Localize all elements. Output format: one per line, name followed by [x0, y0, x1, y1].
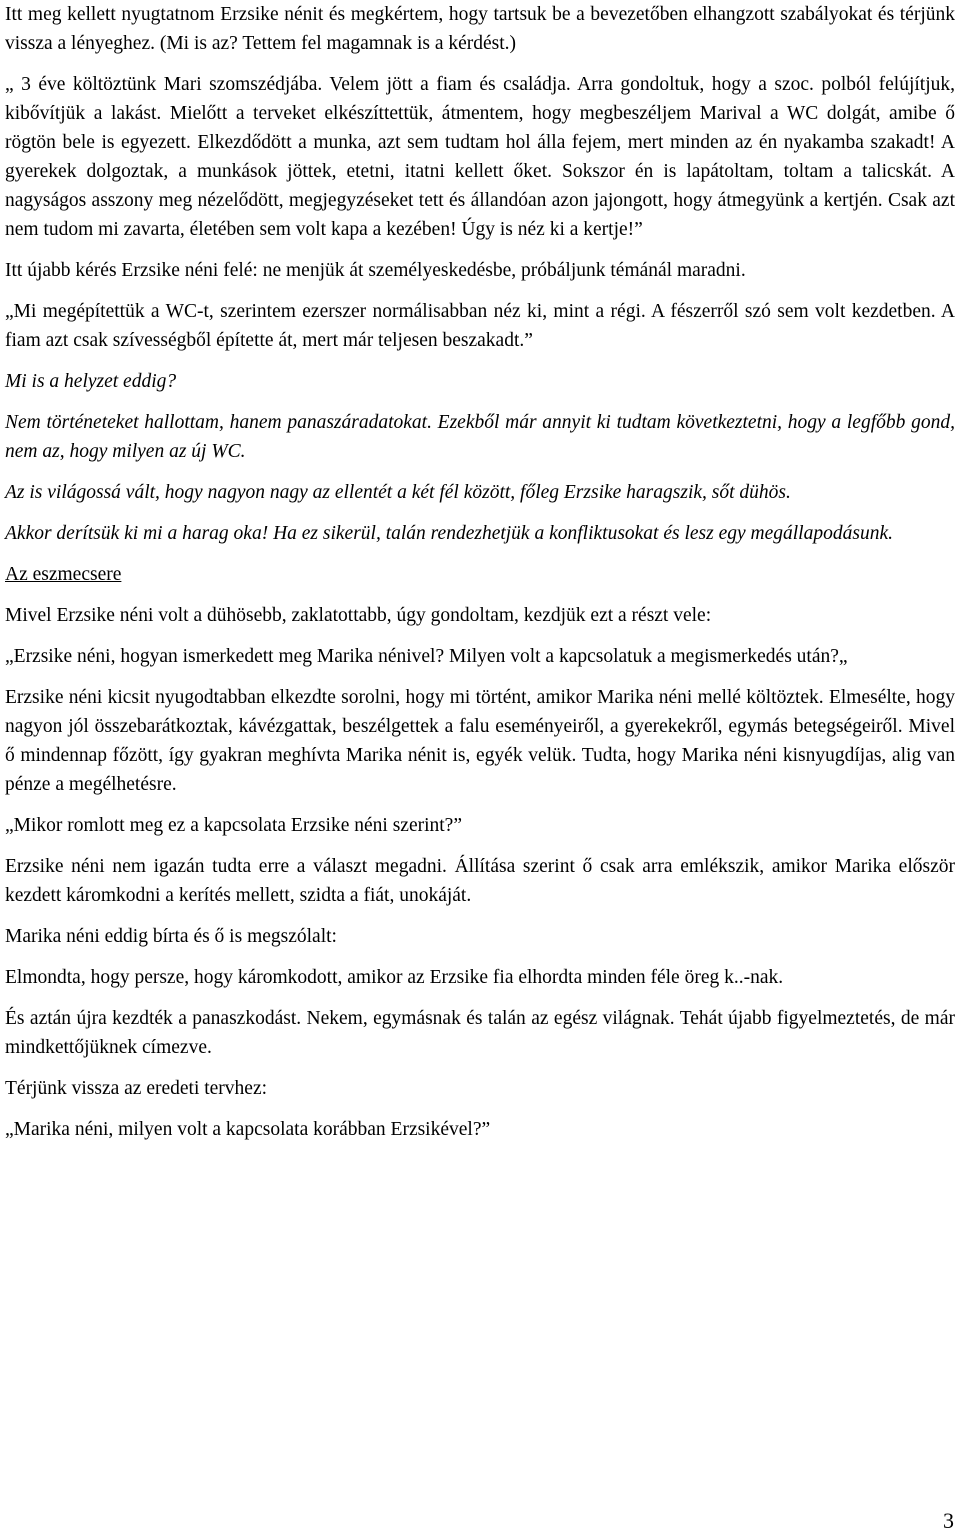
paragraph: „Mi megépítettük a WC-t, szerintem ezerszer normálisabban néz ki, mint a régi. A fészerről szó sem volt kezdetben. A fiam azt csak szívességből építette át, mert már teljesen beszakadt.” [5, 301, 955, 351]
page-number: 3 [943, 1508, 954, 1533]
paragraph-italic: Az is világossá vált, hogy nagyon nagy az ellentét a két fél között, főleg Erzsike haragszik, sőt dühös. [5, 482, 791, 503]
document-page [5, 0, 955, 1156]
paragraph: Mivel Erzsike néni volt a dühösebb, zaklatottabb, úgy gondoltam, kezdjük ezt a részt vele: [5, 605, 712, 626]
section-heading: Az eszmecsere [5, 564, 122, 585]
paragraph-italic: Akkor derítsük ki mi a harag oka! Ha ez sikerül, talán rendezhetjük a konfliktusokat és lesz egy megállapodásunk. [5, 523, 893, 544]
paragraph: „Marika néni, milyen volt a kapcsolata korábban Erzsikével?” [5, 1119, 491, 1140]
paragraph: Itt meg kellett nyugtatnom Erzsike nénit és megkértem, hogy tartsuk be a bevezetőben elhangzott szabályokat és térjünk vissza a lényeghez. (Mi is az? Tettem fel magamnak is a kérdést.) [5, 4, 955, 54]
paragraph: „ 3 éve költöztünk Mari szomszédjába. Velem jött a fiam és családja. Arra gondoltuk, hogy a szoc. polból felújítjuk, kibővítjük a lakást. Mielőtt a terveket elkészíttettük, átmentem, hogy megbeszéljem Marival a WC dolgát, amibe ő rögtön bele is egyezett. Elkezdődött a munka, azt sem tudtam hol álla fejem, mert minden az én nyakamba szakadt! A gyerekek dolgoztak, a munkások jöttek, etetni, itatni kellett őket. Sokszor én is lapátoltam, toltam a talicskát. A nagyságos asszony meg nézelődött, megjegyzéseket tett és állandóan azon jajongott, hogy átmegyünk a kertjén. Csak azt nem tudom mi zavarta, életében sem volt kapa a kezében! Úgy is néz ki a kertje!” [5, 74, 955, 240]
paragraph: És aztán újra kezdték a panaszkodást. Nekem, egymásnak és talán az egész világnak. Tehát újabb figyelmeztetés, de már mindkettőjüknek címezve. [5, 1008, 955, 1058]
paragraph: Itt újabb kérés Erzsike néni felé: ne menjük át személyeskedésbe, próbáljunk témánál maradni. [5, 260, 746, 281]
paragraph: Térjünk vissza az eredeti tervhez: [5, 1078, 268, 1099]
paragraph-italic: Mi is a helyzet eddig? [5, 371, 177, 392]
paragraph-italic: Nem történeteket hallottam, hanem panaszáradatokat. Ezekből már annyit ki tudtam következtetni, hogy a legfőbb gond, nem az, hogy milyen az új WC. [5, 412, 955, 462]
paragraph: Erzsike néni kicsit nyugodtabban elkezdte sorolni, hogy mi történt, amikor Marika néni mellé költöztek. Elmesélte, hogy nagyon jól összebarátkoztak, kávézgattak, beszélgettek a falu eseményeiről, a gyerekekről, egymás betegségeiről. Mivel ő mindennap főzött, így gyakran meghívta Marika nénit is, egyék velük. Tudta, hogy Marika néni kisnyugdíjas, alig van pénze a megélhetésre. [5, 687, 955, 795]
paragraph: Elmondta, hogy persze, hogy káromkodott, amikor az Erzsike fia elhordta minden féle öreg k..-nak. [5, 967, 784, 988]
paragraph: „Erzsike néni, hogyan ismerkedett meg Marika nénivel? Milyen volt a kapcsolatuk a megismerkedés után?„ [5, 646, 848, 667]
paragraph: Erzsike néni nem igazán tudta erre a választ megadni. Állítása szerint ő csak arra emlékszik, amikor Marika először kezdett káromkodni a kerítés mellett, szidta a fiát, unokáját. [5, 856, 955, 906]
paragraph: Marika néni eddig bírta és ő is megszólalt: [5, 926, 337, 947]
paragraph: „Mikor romlott meg ez a kapcsolata Erzsike néni szerint?” [5, 815, 462, 836]
